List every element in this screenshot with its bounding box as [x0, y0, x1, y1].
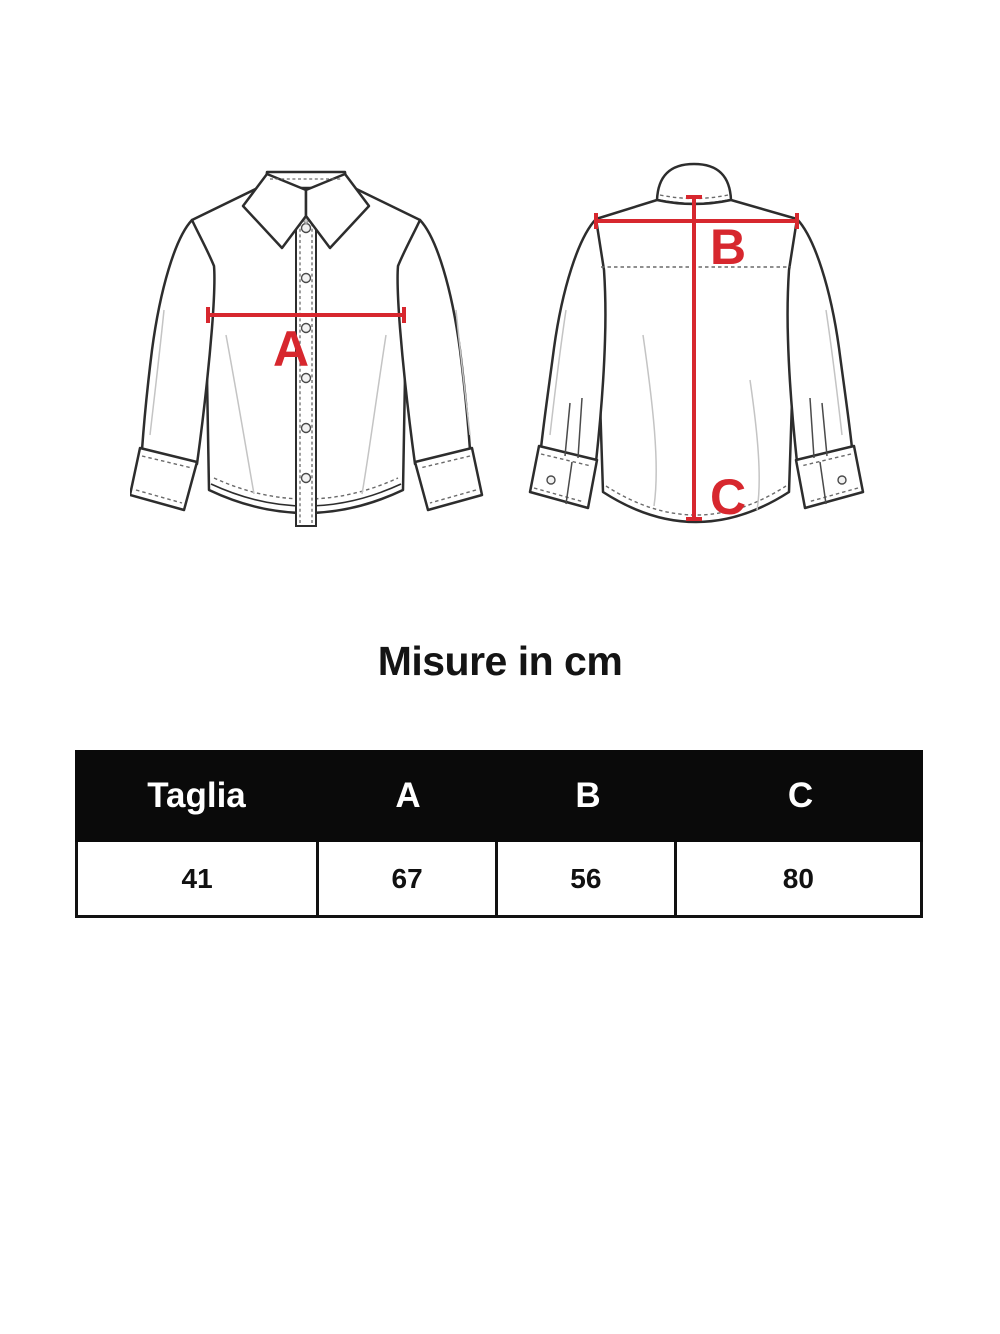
- measure-label-a: A: [272, 321, 310, 377]
- size-table-header-row: [75, 750, 923, 842]
- header-cell-c: C: [787, 776, 814, 815]
- front-left-sleeve: [142, 220, 214, 464]
- cell-c-value: 80: [782, 862, 814, 894]
- header-cell-a: A: [395, 776, 421, 815]
- back-body: [595, 200, 798, 522]
- front-shirt-diagram: [130, 150, 490, 550]
- page-title: Misure in cm: [377, 638, 623, 684]
- cell-a-value: 67: [319, 842, 498, 915]
- cell-b-value: 56: [498, 842, 677, 915]
- size-table: [75, 750, 923, 918]
- back-right-sleeve: [788, 219, 852, 462]
- size-table-data-row: [75, 842, 923, 918]
- cell-taglia-value: 41: [78, 842, 319, 915]
- back-shirt-diagram: [510, 150, 875, 550]
- header-cell-taglia: Taglia: [147, 776, 246, 815]
- measure-label-b: B: [709, 219, 747, 275]
- measure-label-c: C: [709, 469, 747, 525]
- header-cell-b: B: [575, 776, 601, 815]
